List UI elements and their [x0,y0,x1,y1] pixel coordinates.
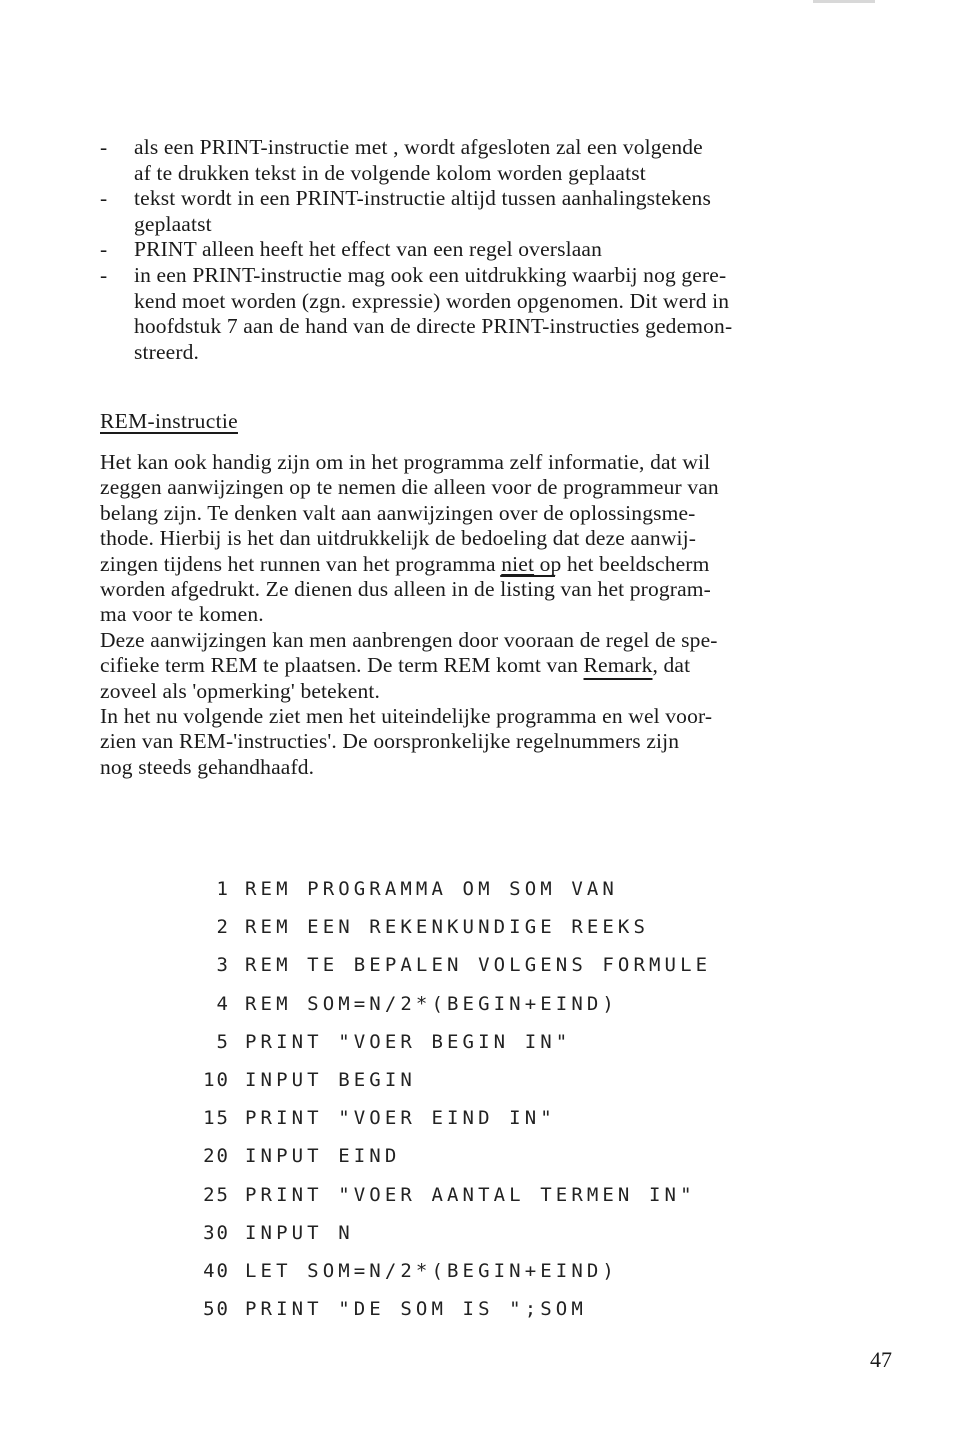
emphasis-niet: niet [501,551,535,576]
text-line: ma voor te komen. [100,602,264,627]
line-number: 10 [203,1069,230,1092]
text-line: zien van REM-'instructies'. De oorspronkelijke regelnummers zijn [100,729,680,754]
line-number: 15 [203,1107,230,1130]
line-number: 50 [203,1298,230,1321]
text-run: cifieke term REM te plaatsen. De term REM komt van [100,653,584,678]
line-number: 25 [203,1183,230,1206]
code-statement: INPUT N [245,1221,354,1244]
text-line: af te drukken tekst in de volgende kolom worden geplaatst [134,160,646,185]
line-number: 4 [216,992,230,1015]
bullet-item [98,263,913,365]
code-statement: INPUT BEGIN [245,1069,416,1092]
code-statement: PRINT "VOER BEGIN IN" [245,1030,572,1053]
program-listing [190,870,711,1328]
code-statement: INPUT EIND [245,1145,401,1168]
text-run: zingen tijdens het runnen van het programma [100,551,502,576]
code-line [190,1137,711,1175]
emphasis-listing: listing [500,577,555,602]
text-line: in een PRINT-instructie mag ook een uitdrukking waarbij nog gere- [134,262,727,287]
code-line [190,1176,711,1214]
text-line: tekst wordt in een PRINT-instructie altijd tussen aanhalingstekens [134,186,711,211]
bullet-item [98,186,913,237]
code-statement: REM EEN REKENKUNDIGE REEKS [245,916,650,939]
text-run: van het program- [555,577,711,602]
text-line: PRINT alleen heeft het effect van een regel overslaan [134,237,602,262]
text-run: op het beeldscherm [534,551,710,576]
code-line [190,1099,711,1137]
code-statement: PRINT "VOER EIND IN" [245,1107,556,1130]
code-line [190,1290,711,1328]
text-line: streerd. [134,339,200,364]
code-line [190,1252,711,1290]
text-run: , dat [652,653,691,678]
code-statement: REM TE BEPALEN VOLGENS FORMULE [245,954,712,977]
text-line [100,552,915,577]
line-number: 3 [216,954,230,977]
text-line [100,577,915,602]
code-line [190,908,711,946]
line-number: 40 [203,1259,230,1282]
text-line: zoveel als 'opmerking' betekent. [100,678,381,703]
line-number: 30 [203,1221,230,1244]
bullet-item [98,237,913,263]
text-line: Het kan ook handig zijn om in het programma zelf informatie, dat wil [100,450,711,474]
line-number: 20 [203,1145,230,1168]
text-line: kend moet worden (zgn. expressie) worden opgenomen. Dit werd in [134,288,730,313]
code-line [190,985,711,1023]
bullet-item [98,135,913,186]
text-run: worden afgedrukt. Ze dienen dus alleen in de [100,577,501,602]
text-line: nog steeds gehandhaafd. [100,754,315,779]
code-line [190,1061,711,1099]
line-number: 1 [216,878,230,901]
bullet-text [134,263,913,365]
page-number: 47 [870,1347,892,1372]
bullet-dash: - [100,135,108,159]
code-statement: REM PROGRAMMA OM SOM VAN [245,878,618,901]
bullet-dash: - [100,262,108,287]
bullet-text [134,135,913,186]
line-number: 5 [216,1030,230,1053]
text-line: In het nu volgende ziet men het uiteindelijke programma en wel voor- [100,704,713,729]
text-line: zeggen aanwijzingen op te nemen die alleen voor de programmeur van [100,475,719,500]
bullet-list [98,135,913,365]
text-line: als een PRINT-instructie met , wordt afgesloten zal een volgende [134,135,703,159]
code-statement: REM SOM=N/2*(BEGIN+EIND) [245,992,618,1015]
body-paragraph [100,450,915,780]
text-line: belang zijn. Te denken valt aan aanwijzingen over de oplossingsme- [100,500,696,525]
bullet-dash: - [100,237,108,262]
text-line [100,653,915,678]
text-line: hoofdstuk 7 aan de hand van de directe PRINT-instructies gedemon- [134,314,733,339]
code-line [190,870,711,908]
bullet-dash: - [100,186,108,211]
code-statement: PRINT "DE SOM IS ";SOM [245,1298,587,1321]
code-statement: LET SOM=N/2*(BEGIN+EIND) [245,1259,618,1282]
code-line [190,1023,711,1061]
bullet-text [134,186,913,237]
text-line: thode. Hierbij is het dan uitdrukkelijk de bedoeling dat deze aanwij- [100,526,697,551]
code-statement: PRINT "VOER AANTAL TERMEN IN" [245,1183,696,1206]
scan-edge-mark [813,0,875,3]
line-number: 2 [216,916,230,939]
bullet-text [134,237,913,263]
section-heading: REM-instructie [100,409,238,433]
code-line [190,1214,711,1252]
code-line [190,946,711,984]
emphasis-remark: Remark [583,653,653,678]
text-line: geplaatst [134,211,212,236]
text-line: Deze aanwijzingen kan men aanbrengen door vooraan de regel de spe- [100,627,718,652]
